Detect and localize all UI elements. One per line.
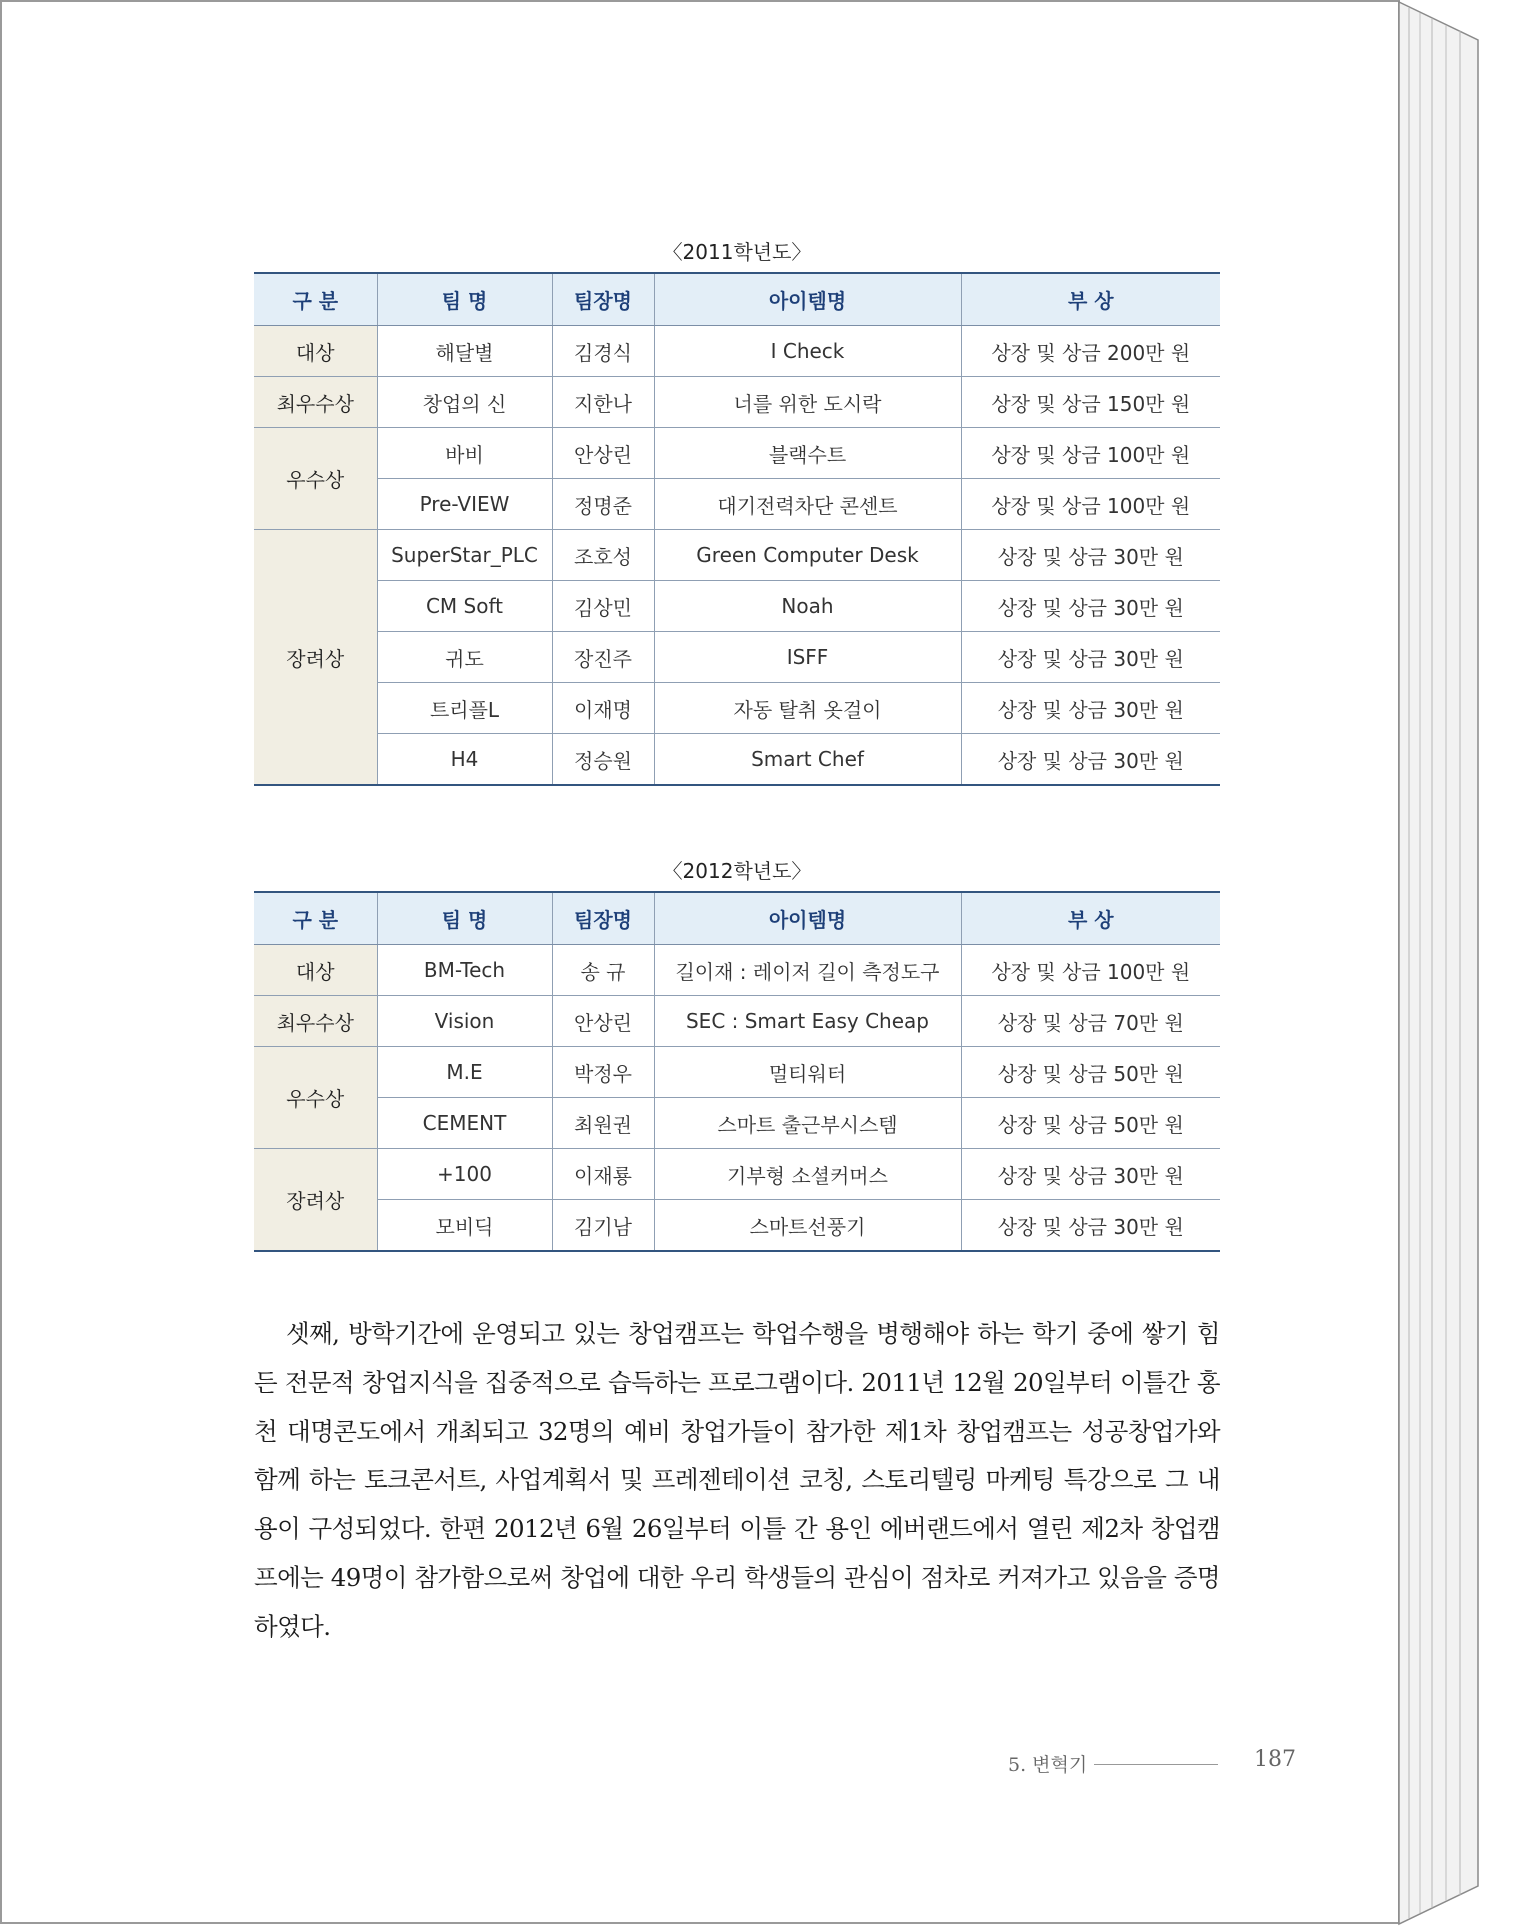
column-header: 팀장명	[552, 892, 654, 945]
item-name-cell: Smart Chef	[654, 734, 961, 786]
award-category-cell: 대상	[254, 326, 377, 377]
team-name-cell: Pre-VIEW	[377, 479, 552, 530]
team-name-cell: BM-Tech	[377, 945, 552, 996]
table-row	[254, 683, 1220, 734]
item-name-cell: I Check	[654, 326, 961, 377]
column-header: 구 분	[254, 892, 377, 945]
table-2011-caption: 〈2011학년도〉	[662, 240, 812, 264]
leader-name-cell: 김상민	[552, 581, 654, 632]
prize-cell: 상장 및 상금 30만 원	[961, 1149, 1220, 1200]
prize-cell: 상장 및 상금 30만 원	[961, 1200, 1220, 1252]
prize-cell: 상장 및 상금 50만 원	[961, 1098, 1220, 1149]
table-row	[254, 428, 1220, 479]
table-row	[254, 996, 1220, 1047]
prize-cell: 상장 및 상금 200만 원	[961, 326, 1220, 377]
item-name-cell: 대기전력차단 콘센트	[654, 479, 961, 530]
prize-cell: 상장 및 상금 30만 원	[961, 530, 1220, 581]
award-category-cell: 장려상	[254, 530, 377, 786]
award-category-cell: 장려상	[254, 1149, 377, 1252]
prize-cell: 상장 및 상금 100만 원	[961, 428, 1220, 479]
leader-name-cell: 이재룡	[552, 1149, 654, 1200]
column-header: 팀 명	[377, 273, 552, 326]
item-name-cell: 너를 위한 도시락	[654, 377, 961, 428]
table-row	[254, 530, 1220, 581]
prize-cell: 상장 및 상금 50만 원	[961, 1047, 1220, 1098]
prize-cell: 상장 및 상금 70만 원	[961, 996, 1220, 1047]
team-name-cell: M.E	[377, 1047, 552, 1098]
column-header: 아이템명	[654, 273, 961, 326]
award-category-cell: 최우수상	[254, 377, 377, 428]
prize-cell: 상장 및 상금 30만 원	[961, 683, 1220, 734]
leader-name-cell: 안상린	[552, 428, 654, 479]
team-name-cell: 귀도	[377, 632, 552, 683]
table-row	[254, 326, 1220, 377]
leader-name-cell: 장진주	[552, 632, 654, 683]
item-name-cell: 스마트선풍기	[654, 1200, 961, 1252]
table-row	[254, 734, 1220, 786]
leader-name-cell: 박정우	[552, 1047, 654, 1098]
item-name-cell: ISFF	[654, 632, 961, 683]
leader-name-cell: 조호성	[552, 530, 654, 581]
team-name-cell: 모비딕	[377, 1200, 552, 1252]
team-name-cell: 해달별	[377, 326, 552, 377]
table-row	[254, 1149, 1220, 1200]
table-row	[254, 945, 1220, 996]
team-name-cell: Vision	[377, 996, 552, 1047]
column-header: 아이템명	[654, 892, 961, 945]
item-name-cell: 블랙수트	[654, 428, 961, 479]
column-header: 부 상	[961, 892, 1220, 945]
table-row	[254, 479, 1220, 530]
table-row	[254, 632, 1220, 683]
page-number: 187	[1254, 1747, 1296, 1772]
column-header: 팀 명	[377, 892, 552, 945]
table-row	[254, 377, 1220, 428]
footer-rule	[1094, 1764, 1218, 1765]
table-row	[254, 1200, 1220, 1252]
prize-cell: 상장 및 상금 30만 원	[961, 632, 1220, 683]
column-header: 부 상	[961, 273, 1220, 326]
leader-name-cell: 최원권	[552, 1098, 654, 1149]
body-paragraph: 셋째, 방학기간에 운영되고 있는 창업캠프는 학업수행을 병행해야 하는 학기 중에 쌓기 힘든 전문적 창업지식을 집중적으로 습득하는 프로그램이다. 2011년 12월 20일부터 이틀간 홍천 대명콘도에서 개최되고 32명의 예비 창업가들이 참가한 제1차 창업캠프는 성공창업가와 함께 하는 토크콘서트, 사업계획서 및 프레젠테이션 코칭, 스토리텔링 마케팅 특강으로 그 내용이 구성되었다. 한편 2012년 6월 26일부터 이틀 간 용인 에버랜드에서 열린 제2차 창업캠프에는 49명이 참가함으로써 창업에 대한 우리 학생들의 관심이 점차로 커져가고 있음을 증명하였다.	[254, 1319, 1220, 1641]
item-name-cell: 길이재 : 레이저 길이 측정도구	[654, 945, 961, 996]
item-name-cell: SEC : Smart Easy Cheap	[654, 996, 961, 1047]
table-header-row	[254, 273, 1220, 326]
prize-cell: 상장 및 상금 150만 원	[961, 377, 1220, 428]
footer-chapter-title: 5. 변혁기	[1008, 1754, 1088, 1776]
item-name-cell: Green Computer Desk	[654, 530, 961, 581]
prize-cell: 상장 및 상금 100만 원	[961, 945, 1220, 996]
body-text	[254, 1310, 1220, 1652]
item-name-cell: Noah	[654, 581, 961, 632]
award-category-cell: 대상	[254, 945, 377, 996]
award-category-cell: 우수상	[254, 428, 377, 530]
item-name-cell: 자동 탈취 옷걸이	[654, 683, 961, 734]
table-row	[254, 1047, 1220, 1098]
award-category-cell: 우수상	[254, 1047, 377, 1149]
team-name-cell: 바비	[377, 428, 552, 479]
column-header: 구 분	[254, 273, 377, 326]
team-name-cell: SuperStar_PLC	[377, 530, 552, 581]
award-table-2011	[254, 272, 1220, 786]
prize-cell: 상장 및 상금 100만 원	[961, 479, 1220, 530]
table-row	[254, 581, 1220, 632]
team-name-cell: 트리플L	[377, 683, 552, 734]
column-header: 팀장명	[552, 273, 654, 326]
item-name-cell: 기부형 소셜커머스	[654, 1149, 961, 1200]
team-name-cell: 창업의 신	[377, 377, 552, 428]
leader-name-cell: 김경식	[552, 326, 654, 377]
leader-name-cell: 송 규	[552, 945, 654, 996]
leader-name-cell: 김기남	[552, 1200, 654, 1252]
leader-name-cell: 정승원	[552, 734, 654, 786]
leader-name-cell: 안상린	[552, 996, 654, 1047]
leader-name-cell: 지한나	[552, 377, 654, 428]
table-header-row	[254, 892, 1220, 945]
team-name-cell: +100	[377, 1149, 552, 1200]
award-table-2012	[254, 891, 1220, 1252]
prize-cell: 상장 및 상금 30만 원	[961, 734, 1220, 786]
table-row	[254, 1098, 1220, 1149]
item-name-cell: 멀티워터	[654, 1047, 961, 1098]
team-name-cell: CEMENT	[377, 1098, 552, 1149]
table-2012-caption: 〈2012학년도〉	[662, 859, 812, 883]
prize-cell: 상장 및 상금 30만 원	[961, 581, 1220, 632]
item-name-cell: 스마트 출근부시스템	[654, 1098, 961, 1149]
team-name-cell: CM Soft	[377, 581, 552, 632]
leader-name-cell: 이재명	[552, 683, 654, 734]
award-category-cell: 최우수상	[254, 996, 377, 1047]
leader-name-cell: 정명준	[552, 479, 654, 530]
team-name-cell: H4	[377, 734, 552, 786]
